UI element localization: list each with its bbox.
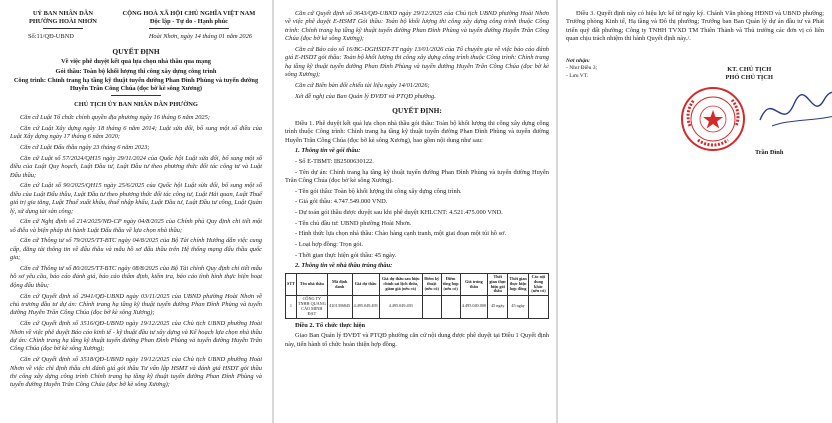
paragraph: - Tên chủ đầu tư: UBND phường Hoài Nhơn. bbox=[295, 219, 412, 227]
paragraph: Căn cứ Nghị định số 214/2025/NĐ-CP ngày 04/8/2025 của Chính phủ Quy định chi tiết một số điều và biện pháp thi hành Luật Đấu thầu về lựa chọn nhà thầu; bbox=[10, 218, 262, 234]
recipient-item: - Lưu VT. bbox=[566, 72, 589, 79]
table-header-cell: Điểm tổng hợp (nếu có) bbox=[441, 273, 460, 295]
paragraph: Căn cứ Luật số 57/2024/QH15 ngày 29/11/2024 của Quốc hội Luật sửa đổi, bổ sung một số điều của Luật Quy hoạch, Luật Đầu tư, Luật Đầu tư theo phương thức đối tác công tư và Luật Đấu thầu; bbox=[10, 154, 262, 179]
paragraph: Căn cứ Quyết định số 2941/QĐ-UBND ngày 03/11/2025 của UBND phường Hoài Nhơn về chủ trương đầu tư dự án: Chỉnh trang hạ tầng kỹ thuật tuyến đường Phan Đình Phùng và tuyến đường Huyễn Trân Công Chúa (đọc bờ kè sông Xương); bbox=[10, 292, 262, 317]
doc-number: Số:11/QĐ-UBND bbox=[28, 32, 74, 40]
paragraph: Căn cứ Luật số 90/2025/QH15 ngày 25/6/2025 của Quốc hội Luật sửa đổi, bổ sung một số điều của Luật Đấu thầu, Luật Đầu tư theo phương thức đối tác công tư, Luật Hải quan, Luật Thuế giá trị gia tăng, Luật Thuế xuất khẩu, thuế nhập khẩu, Luật Đầu tư, Luật Đầu tư công, Luật Quản lý, sử dụng tài sản công; bbox=[10, 182, 262, 215]
sign-title: PHÓ CHỦ TỊCH bbox=[725, 74, 773, 82]
page-divider bbox=[556, 0, 558, 423]
page-divider bbox=[272, 0, 274, 423]
recipient-item: - Như Điều 3; bbox=[566, 65, 598, 72]
decision-title: QUYẾT ĐỊNH bbox=[112, 47, 160, 57]
legal-basis-continued bbox=[285, 10, 549, 101]
table-header-row bbox=[286, 273, 549, 295]
national-motto: Độc lập - Tự do - Hạnh phúc bbox=[149, 18, 228, 26]
article-2-text: Giao Ban Quản lý ĐVĐT và PTQĐ phường căn cứ nội dung được phê duyệt tại Điều 1 Quyết định này, tiến hành tổ chức hoàn thiện hợp đồng. bbox=[285, 332, 549, 348]
decision-subject: Về việc phê duyệt kết quả lựa chọn nhà thầu qua mạng bbox=[61, 58, 211, 66]
paragraph: Căn cứ Thông tư số 79/2025/TT-BTC ngày 04/8/2025 của Bộ Tài chính Hướng dẫn việc cung cấp, đăng tải thông tin về đấu thầu và mẫu hồ sơ đấu thầu trên Hệ thống mạng đấu thầu quốc gia; bbox=[10, 237, 262, 262]
article-1: Điều 1. Phê duyệt kết quả lựa chọn nhà thầu gói thầu: Toàn bộ khối lượng thi công xây dựng công trình thuộc Công trình: Chỉnh trang hạ tầng kỹ thuật tuyến đường Phan Đình Phùng và tuyến đường Huyễn Trân Công Chúa (đọc bờ kè sông Xương), bao gồm nội dung như sau: bbox=[285, 119, 549, 144]
table-cell bbox=[528, 296, 548, 318]
recipients bbox=[566, 58, 669, 157]
paragraph: - Số E-TBMT: IB2500630122. bbox=[295, 158, 374, 166]
paragraph: Căn cứ Báo cáo số 16/BC-DGHSDT-TT ngày 13/01/2026 của Tổ chuyên gia về việc báo cáo đánh giá E-HSDT gói thầu: Toàn bộ khối lượng thi công xây dựng công trình thuộc Công trình: Chỉnh trang hạ tầng kỹ thuật tuyến đường Phan Đình Phùng và tuyến đường Huyễn Trân Công Chúa (đọc bờ kè sông Xương); bbox=[285, 46, 549, 79]
table-cell bbox=[422, 296, 441, 318]
table-cell: 4101396845 bbox=[327, 296, 352, 318]
paragraph: - Dự toán gói thầu được duyệt sau khi phê duyệt KHLCNT: 4.521.475.000 VND. bbox=[295, 209, 503, 217]
motto-underline bbox=[149, 28, 229, 29]
article-3: Điều 3. Quyết định này có hiệu lực kể từ ngày ký. Chánh Văn phòng HĐND và UBND phường; Trưởng phòng Kinh tế, Hạ tầng và Đô thị phường; Trưởng ban Ban Quản lý dự án đầu tư và Phát triển quỹ đất phường; Công ty TNHH TVXD TM Thiên Thành và Thủ trưởng các đơn vị có liên quan chịu trách nhiệm thi hành Quyết định này./. bbox=[566, 10, 824, 43]
doc-date: Hoài Nhơn, ngày 14 tháng 01 năm 2026 bbox=[148, 32, 252, 40]
page-1 bbox=[0, 0, 270, 423]
paragraph: Căn cứ Biên bản đối chiếu tài liệu ngày 14/01/2026; bbox=[295, 82, 430, 89]
paragraph: Căn cứ Thông tư số 80/2025/TT-BTC ngày 08/8/2025 của Bộ Tài chính Quy định chi tiết mẫu hồ sơ yêu cầu, báo cáo đánh giá, báo cáo thẩm định, kiểm tra, báo cáo tình hình thực hiện hoạt động đấu thầu; bbox=[10, 264, 262, 289]
table-header-cell: Giá dự thầu sau hiệu chỉnh sai lệch thừa, giảm giá (nếu có) bbox=[379, 273, 422, 295]
agency-line1: UỶ BAN NHÂN DÂN bbox=[32, 10, 93, 17]
table-cell: 1 bbox=[286, 296, 297, 318]
section-1-title: 1. Thông tin về gói thầu: bbox=[295, 147, 361, 155]
agency-underline bbox=[43, 28, 83, 29]
paragraph: Căn cứ Luật Tổ chức chính quyền địa phương ngày 16 tháng 6 năm 2025; bbox=[20, 114, 210, 122]
page-3 bbox=[560, 0, 832, 423]
paragraph: Xét đề nghị của Ban Quản lý ĐVĐT và PTQĐ phường. bbox=[295, 92, 436, 100]
table-header-cell: Thời gian thực hiện hợp đồng bbox=[508, 273, 529, 295]
handwritten-signature bbox=[752, 82, 832, 142]
package-name: Gói thầu: Toàn bộ khối lượng thi công xây dựng công trình bbox=[55, 67, 217, 75]
table-header-cell: STT bbox=[286, 273, 297, 295]
table-row bbox=[286, 296, 549, 318]
decision-heading: QUYẾT ĐỊNH: bbox=[392, 106, 442, 116]
table-cell: 45 ngày bbox=[508, 296, 529, 318]
table-header-cell: Các nội dung khác (nếu có) bbox=[528, 273, 548, 295]
table-cell: 45 ngày bbox=[488, 296, 508, 318]
recipients-title: Nơi nhận: bbox=[566, 57, 590, 64]
authority-title: CHỦ TỊCH ỦY BAN NHÂN DÂN PHƯỜNG bbox=[74, 100, 198, 108]
project-name: Công trình: Chỉnh trang hạ tầng kỹ thuật tuyến đường Phan Đình Phùng và tuyến đường Huyễn Trân Công Chúa (đọc bờ kè sông Xương) bbox=[13, 77, 259, 93]
paragraph: Căn cứ Luật Đấu thầu ngày 23 tháng 6 năm 2023; bbox=[20, 144, 150, 152]
table-header-cell: Giá trúng thầu bbox=[460, 273, 488, 295]
paragraph: - Tên dự án: Chỉnh trang hạ tầng kỹ thuật tuyến đường Phan Đình Phùng và tuyến đường Huyễn Trân Công Chúa (đọc bờ kè sông Xương). bbox=[285, 168, 549, 185]
official-stamp bbox=[680, 86, 746, 152]
table-cell: 4.495.049.000 bbox=[460, 296, 488, 318]
national-title: CỘNG HOÀ XÃ HỘI CHỦ NGHĨA VIỆT NAM bbox=[122, 10, 256, 17]
table-cell: 4.495.049.493 bbox=[352, 296, 379, 318]
table-header-cell: Giá dự thầu bbox=[352, 273, 379, 295]
paragraph: - Tên gói thầu: Toàn bộ khối lượng thi công xây dựng công trình. bbox=[295, 187, 462, 195]
table-header-cell: Điểm kỹ thuật (nếu có) bbox=[422, 273, 441, 295]
table-header-cell: Mã định danh bbox=[327, 273, 352, 295]
table-cell: 4.495.049.493 bbox=[379, 296, 422, 318]
paragraph: - Thời gian thực hiện gói thầu: 45 ngày. bbox=[295, 251, 397, 259]
paragraph: Căn cứ Quyết định số 3518/QĐ-UBND ngày 19/12/2025 của Chủ tịch UBND phường Hoài Nhơn về việc chỉ định thầu chi đánh giá gói thầu Tư vấn lập HSMT và đánh giá HSDT gói thầu thi công xây dựng công trình Chỉnh trang hạ tầng kỹ thuật tuyến đường Phan Đình Phùng và tuyến đường Huyễn Trân Công Chúa (đọc bờ kè sông Xương); bbox=[10, 356, 262, 389]
package-info-list bbox=[285, 158, 549, 260]
paragraph: Căn cứ Luật Xây dựng ngày 18 tháng 6 năm 2014; Luật sửa đổi, bổ sung một số điều của Luật Xây dựng ngày 17 tháng 6 năm 2020; bbox=[10, 125, 262, 141]
paragraph: Căn cứ Quyết định số 3643/QĐ-UBND ngày 29/12/2025 của Chủ tịch UBND phường Hoài Nhơn về việc phê duyệt E-HSMT Gói thầu: Toàn bộ khối lượng thi công xây dựng công trình thuộc Công trình: Chỉnh trang hạ tầng kỹ thuật tuyến đường Phan Đình Phùng và tuyến đường Huyễn Trân Công Chúa (đọc bờ kè sông Xương); bbox=[285, 10, 549, 43]
winning-bidder-table bbox=[285, 273, 549, 319]
table-header-cell: Tên nhà thầu bbox=[296, 273, 327, 295]
paragraph: - Hình thức lựa chọn nhà thầu: Chào hàng cạnh tranh, một giai đoạn một túi hồ sơ. bbox=[295, 230, 507, 238]
legal-basis-list bbox=[10, 114, 262, 389]
paragraph: Căn cứ Quyết định số 3516/QĐ-UBND ngày 19/12/2025 của Chủ tịch UBND phường Hoài Nhơn về việc phê duyệt Báo cáo kinh tế - kỹ thuật đầu tư xây dựng và Kế hoạch lựa chọn nhà thầu dự án: Chỉnh trang hạ tầng kỹ thuật tuyến đường Phan Đình Phùng và tuyến đường Huyễn Trân Công Chúa (đọc bờ kè sông Xương); bbox=[10, 320, 262, 353]
article-2-title: Điều 2. Tổ chức thực hiện bbox=[295, 321, 366, 329]
table-header-cell: Thời gian thực hiện gói thầu bbox=[488, 273, 508, 295]
paragraph: - Giá gói thầu: 4.747.549.000 VND. bbox=[295, 198, 388, 206]
title-underline bbox=[111, 95, 161, 96]
page-2 bbox=[277, 0, 555, 423]
doc-header bbox=[10, 10, 262, 30]
agency-line2: PHƯỜNG HOÀI NHƠN bbox=[28, 18, 97, 26]
section-2-title: 2. Thông tin về nhà thầu trúng thầu: bbox=[295, 262, 393, 270]
paragraph: - Loại hợp đồng: Trọn gói. bbox=[295, 240, 363, 248]
signer-name: Trần Đình bbox=[754, 148, 784, 156]
table-cell bbox=[441, 296, 460, 318]
sign-authority: KT. CHỦ TỊCH bbox=[727, 65, 772, 73]
signature-block bbox=[674, 66, 824, 157]
table-cell: CÔNG TY TNHH QUANG CẢO MINH ĐẠT bbox=[296, 296, 327, 318]
